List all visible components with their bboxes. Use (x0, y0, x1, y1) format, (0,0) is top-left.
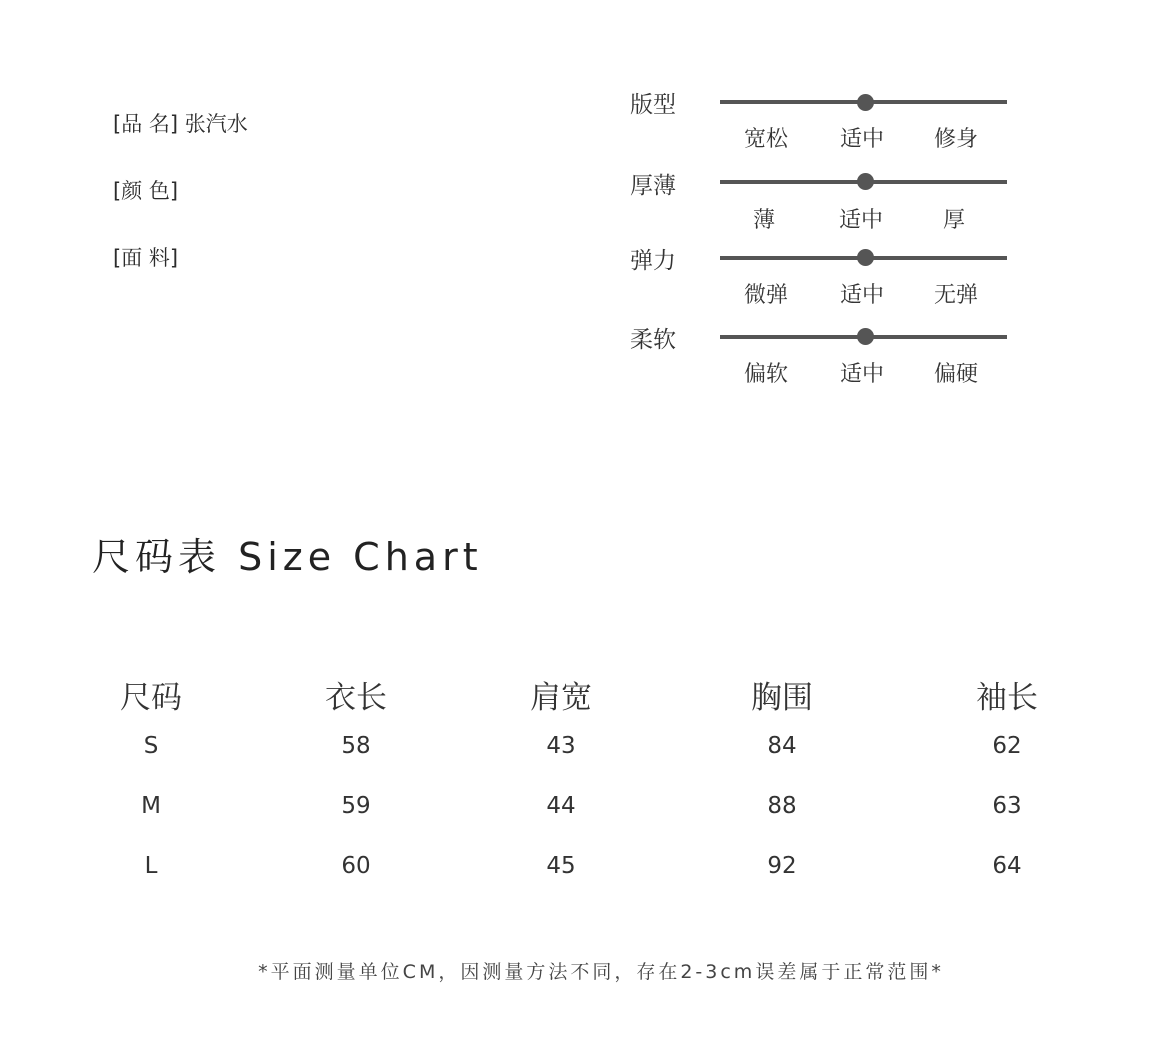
table-header: 袖长 (976, 680, 1038, 716)
table-cell: 62 (992, 733, 1022, 759)
table-cell: 58 (341, 733, 371, 759)
color-label: [颜 色] (113, 179, 179, 203)
scale-knob-elasticity (857, 249, 874, 266)
product-name-label: [品 名] (113, 112, 179, 136)
scale-option: 薄 (752, 208, 775, 233)
table-cell: M (141, 793, 161, 819)
scale-option: 偏软 (743, 362, 788, 387)
fabric-label: [面 料] (113, 246, 179, 270)
scale-option: 无弹 (933, 283, 978, 308)
scale-label-thickness: 厚薄 (630, 173, 676, 199)
table-cell: 59 (341, 793, 371, 819)
scale-option: 适中 (839, 362, 884, 387)
table-header: 衣长 (325, 680, 387, 716)
table-cell: 44 (546, 793, 576, 819)
table-cell: 63 (992, 793, 1022, 819)
table-cell: 43 (546, 733, 576, 759)
scale-option: 宽松 (743, 127, 788, 152)
table-header: 胸围 (751, 680, 813, 716)
table-header: 尺码 (120, 680, 182, 716)
table-cell: 88 (767, 793, 797, 819)
color-row (113, 175, 178, 205)
product-name-value: 张汽水 (184, 112, 248, 136)
scale-option: 适中 (839, 127, 884, 152)
scale-option: 微弹 (743, 283, 788, 308)
scale-knob-fit (857, 94, 874, 111)
fabric-row (113, 242, 178, 272)
scale-option: 修身 (933, 127, 978, 152)
table-cell: L (144, 853, 158, 879)
scale-knob-softness (857, 328, 874, 345)
table-cell: S (143, 733, 159, 759)
scale-label-softness: 柔软 (630, 327, 676, 353)
table-cell: 60 (341, 853, 371, 879)
table-cell: 45 (546, 853, 576, 879)
scale-option: 厚 (942, 208, 965, 233)
product-name-row (113, 108, 248, 138)
table-cell: 64 (992, 853, 1022, 879)
table-cell: 92 (767, 853, 797, 879)
table-header: 肩宽 (530, 680, 592, 716)
measurement-footnote: *平面测量单位CM，因测量方法不同，存在2-3cm误差属于正常范围* (258, 961, 944, 983)
scale-option: 适中 (838, 208, 883, 233)
scale-label-fit: 版型 (630, 92, 676, 118)
size-chart-title: 尺码表 Size Chart (92, 535, 483, 579)
scale-label-elasticity: 弹力 (630, 248, 676, 274)
scale-option: 偏硬 (933, 362, 978, 387)
scale-option: 适中 (839, 283, 884, 308)
table-cell: 84 (767, 733, 797, 759)
scale-knob-thickness (857, 173, 874, 190)
